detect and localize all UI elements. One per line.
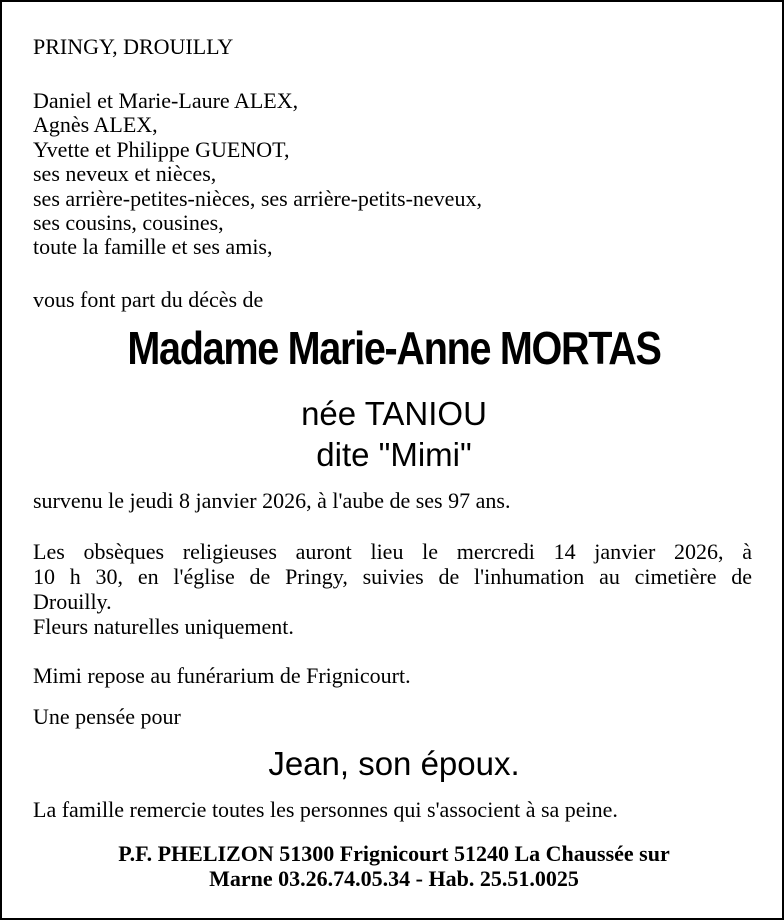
spouse-name: Jean, son époux. (268, 745, 520, 782)
funeral-details (33, 539, 752, 639)
family-line: Agnès ALEX, (33, 112, 158, 138)
funeral-home-line: P.F. PHELIZON 51300 Frignicourt 51240 La Chaussée sur (118, 841, 670, 866)
locations-header: PRINGY, DROUILLY (33, 34, 234, 59)
flowers-note: Fleurs naturelles uniquement. (33, 614, 294, 639)
funeral-home-info (2, 841, 784, 891)
family-line: ses arrière-petites-nièces, ses arrière-petits-neveux, (33, 185, 482, 211)
family-list (33, 89, 482, 260)
viewing-location: Mimi repose au funérarium de Frignicourt. (33, 663, 411, 688)
family-line: Daniel et Marie-Laure ALEX, (33, 88, 299, 113)
maiden-name: née TANIOU (301, 395, 487, 432)
family-line: ses neveux et nièces, (33, 161, 217, 187)
family-line: ses cousins, cousines, (33, 210, 224, 236)
funeral-line: Drouilly. (33, 589, 112, 614)
nickname: dite "Mimi" (316, 436, 472, 473)
remembrance-intro: Une pensée pour (33, 704, 181, 729)
family-line: toute la famille et ses amis, (33, 234, 273, 260)
announcement-intro: vous font part du décès de (33, 287, 264, 312)
thanks-text: La famille remercie toutes les personnes qui s'associent à sa peine. (33, 797, 618, 822)
deceased-name: Madame Marie-Anne MORTAS (127, 322, 661, 374)
funeral-home-line: Marne 03.26.74.05.34 - Hab. 25.51.0025 (209, 866, 579, 891)
funeral-line: Les obsèques religieuses auront lieu le mercredi 14 janvier 2026, à (33, 539, 752, 564)
family-line: Yvette et Philippe GUENOT, (33, 136, 290, 162)
death-statement: survenu le jeudi 8 janvier 2026, à l'aube de ses 97 ans. (33, 488, 511, 513)
funeral-line: 10 h 30, en l'église de Pringy, suivies de l'inhumation au cimetière de (33, 564, 752, 589)
